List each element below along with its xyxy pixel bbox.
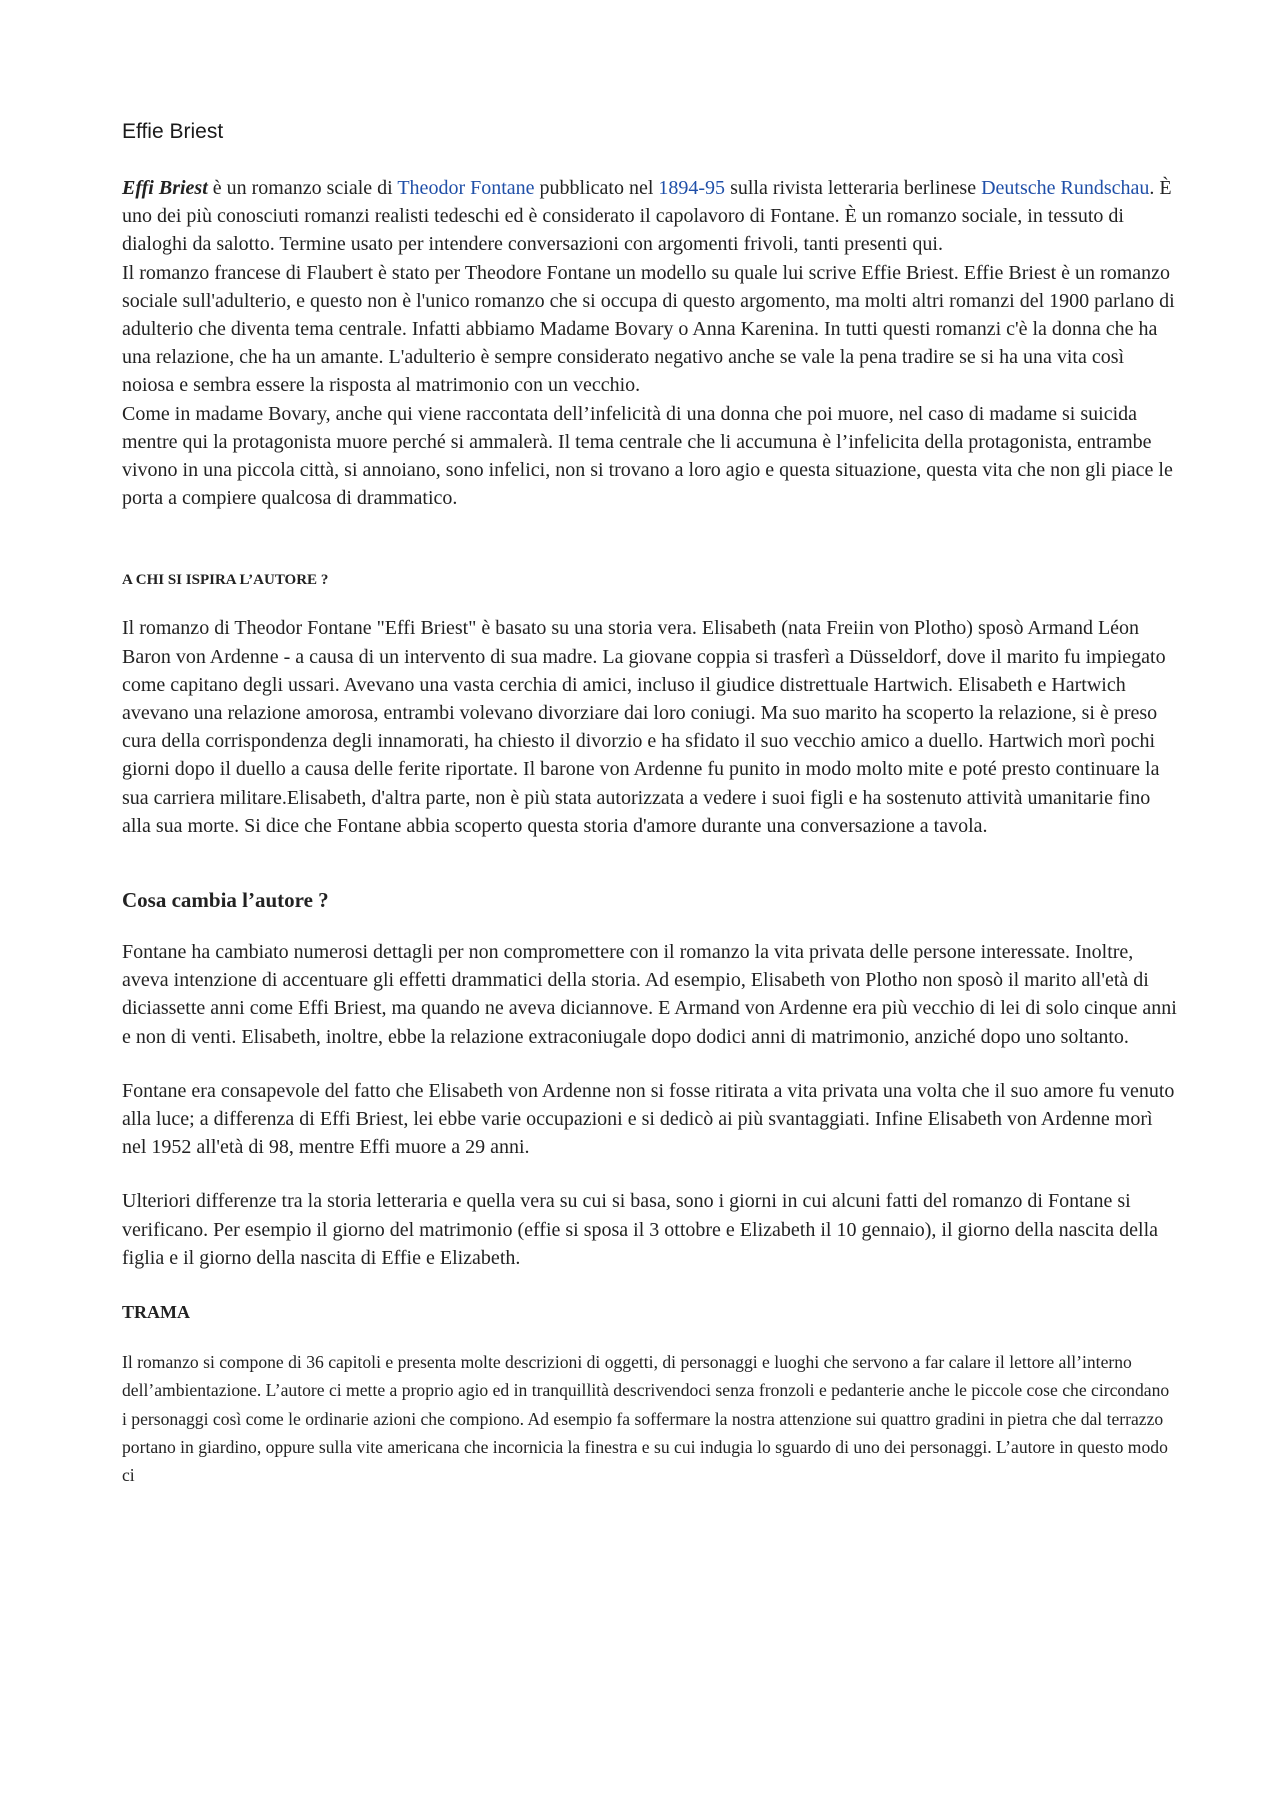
intro-paragraph bbox=[122, 174, 1178, 259]
paragraph-flaubert-model: Il romanzo francese di Flaubert è stato per Theodore Fontane un modello su quale lui scrive Effie Briest. Effie Briest è un romanzo sociale sull'adulterio, e questo non è l'unico romanzo che si occupa di questo argomento, ma molti altri romanzi del 1900 parlano di adulterio che diventa tema centrale. Infatti abbiamo Madame Bovary o Anna Karenina. In tutti questi romanzi c'è la donna che ha una relazione, che ha un amante. L'adulterio è sempre considerato negativo anche se vale la pena tradire se si ha una vita così noiosa e sembra essere la risposta al matrimonio con un vecchio. bbox=[122, 261, 1175, 397]
paragraph-vita-privata: Fontane era consapevole del fatto che Elisabeth von Ardenne non si fosse ritirata a vita privata una volta che il suo amore fu venuto alla luce; a differenza di Effi Briest, lei ebbe varie occupazioni e si dedicò ai più svantaggiati. Infine Elisabeth von Ardenne morì nel 1952 all'età di 98, mentre Effi muore a 29 anni. bbox=[122, 1079, 1175, 1159]
section-heading-cambiamenti: Cosa cambia l’autore ? bbox=[122, 888, 329, 913]
paragraph-trama: Il romanzo si compone di 36 capitoli e presenta molte descrizioni di oggetti, di personaggi e luoghi che servono a far calare il lettore all’interno dell’ambientazione. L’autore ci mette a proprio agio ed in tranquillità descrivendoci senza fronzoli e pedanterie anche le piccole cose che circondano i personaggi così come le ordinarie azioni che compiono. Ad esempio fa soffermare la nostra attenzione sui quattro gradini in pietra che dal terrazzo portano in giardino, oppure sulla vite americana che incornicia la finestra e su cui indugia lo sguardo di uno dei personaggi. L’autore in questo modo ci bbox=[122, 1352, 1170, 1485]
book-title: Effi Briest bbox=[122, 177, 208, 199]
paragraph-storia-vera: Il romanzo di Theodor Fontane "Effi Briest" è basato su una storia vera. Elisabeth (nata Freiin von Plotho) sposò Armand Léon Baron von Ardenne - a causa di un intervento di sua madre. La giovane coppia si trasferì a Düsseldorf, dove il marito fu impiegato come capitano degli ussari. Avevano una vasta cerchia di amici, incluso il giudice distrettuale Hartwich. Elisabeth e Hartwich avevano una relazione amorosa, entrambi volevano divorziare dai loro coniugi. Ma suo marito ha scoperto la relazione, si è preso cura della corrispondenza degli innamorati, ha chiesto il divorzio e ha sfidato il suo vecchio amico a duello. Hartwich morì pochi giorni dopo il duello a causa delle ferite riportate. Il barone von Ardenne fu punito in modo molto mite e poté presto continuare la sua carriera militare.Elisabeth, d'altra parte, non è più stata autorizzata a vedere i suoi figli e ha sostenuto attività umanitarie fino alla sua morte. Si dice che Fontane abbia scoperto questa storia d'amore durante una conversazione a tavola. bbox=[122, 617, 1166, 837]
paragraph-bovary-comparison: Come in madame Bovary, anche qui viene raccontata dell’infelicità di una donna che poi muore, nel caso di madame si suicida mentre qui la protagonista muore perché si ammalerà. Il tema centrale che li accumuna è l’infelicita della protagonista, entrambe vivono in una piccola città, si annoiano, sono infelici, non si trovano a loro agio e questa situazione, questa vita che non gli piace le porta a compiere qualcosa di drammatico. bbox=[122, 402, 1173, 510]
intro-text-3: sulla rivista letteraria berlinese bbox=[725, 177, 982, 199]
intro-text-4: . È uno dei più conosciuti romanzi realisti tedeschi ed è considerato il capolavoro di Fontane. È un romanzo sociale, in tessuto di dialoghi da salotto. Termine usato per intendere conversazioni con argomenti frivoli, tanti presenti qui. bbox=[122, 177, 1172, 256]
link-deutsche-rundschau[interactable]: Deutsche Rundschau bbox=[981, 177, 1150, 199]
document-page bbox=[122, 118, 1178, 1489]
document-title: Effie Briest bbox=[122, 120, 224, 143]
section-heading-trama: TRAMA bbox=[122, 1302, 190, 1323]
paragraph-dettagli-cambiati: Fontane ha cambiato numerosi dettagli per non compromettere con il romanzo la vita privata delle persone interessate. Inoltre, aveva intenzione di accentuare gli effetti drammatici della storia. Ad esempio, Elisabeth von Plotho non sposò il marito all'età di diciassette anni come Effi Briest, ma quando ne aveva diciannove. E Armand von Ardenne era più vecchio di lei di solo cinque anni e non di venti. Elisabeth, inoltre, ebbe la relazione extraconiugale dopo dodici anni di matrimonio, anziché dopo uno soltanto. bbox=[122, 941, 1177, 1048]
paragraph-differenze-date: Ulteriori differenze tra la storia letteraria e quella vera su cui si basa, sono i giorni in cui alcuni fatti del romanzo di Fontane si verificano. Per esempio il giorno del matrimonio (effie si sposa il 3 ottobre e Elizabeth il 10 gennaio), il giorno della nascita della figlia e il giorno della nascita di Effie e Elizabeth. bbox=[122, 1190, 1159, 1269]
intro-text-2: pubblicato nel bbox=[534, 177, 659, 199]
link-1894-95[interactable]: 1894-95 bbox=[658, 177, 726, 199]
intro-text-1: è un romanzo sciale di bbox=[207, 177, 398, 199]
section-heading-ispirazione: A CHI SI ISPIRA L’AUTORE ? bbox=[122, 572, 329, 589]
link-theodor-fontane[interactable]: Theodor Fontane bbox=[397, 177, 535, 199]
